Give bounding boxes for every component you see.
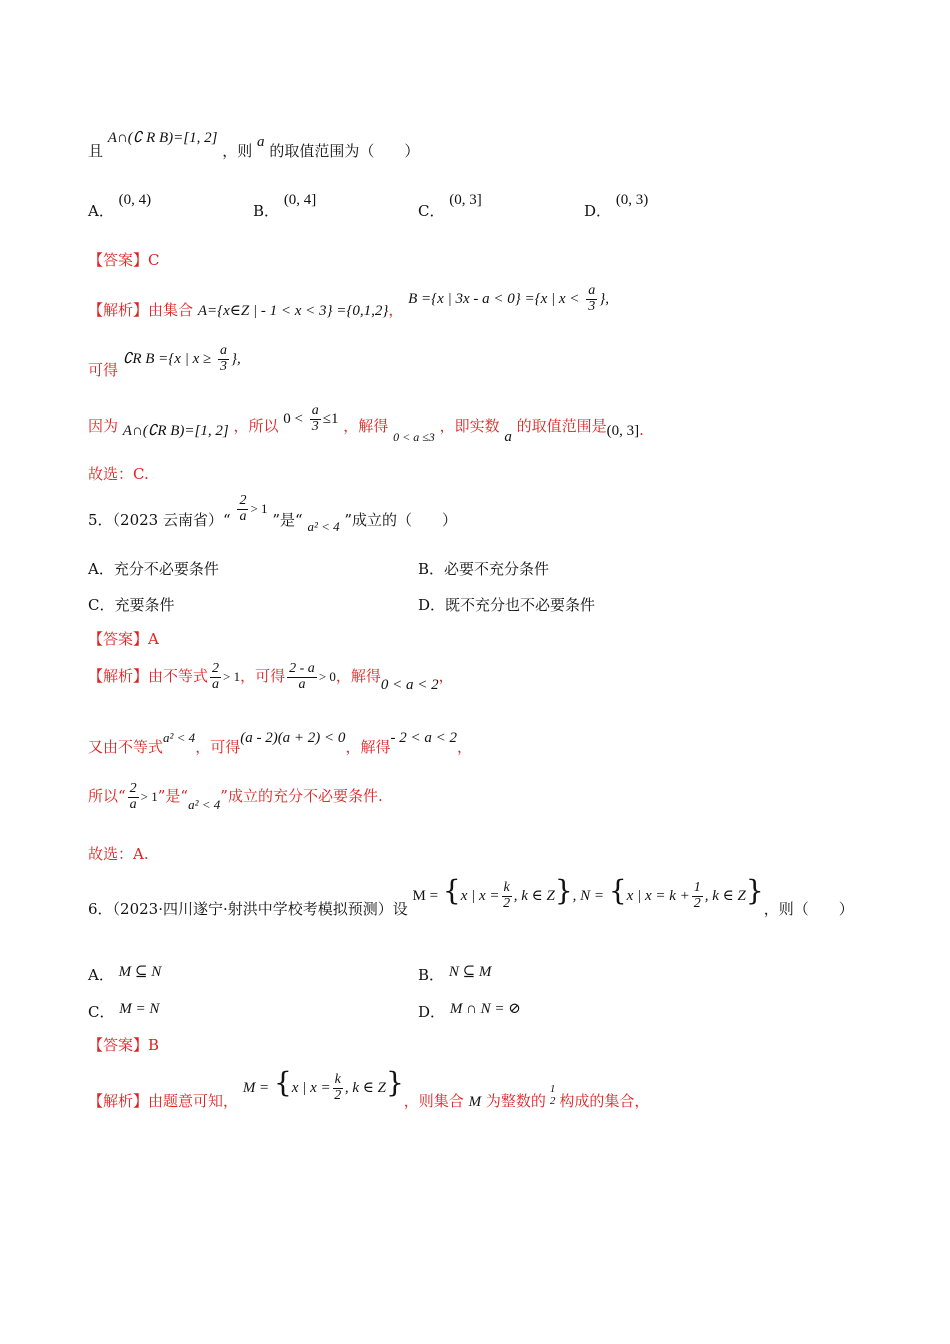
analysis-math: 0 <	[283, 411, 303, 428]
fraction-denominator: a	[298, 676, 306, 692]
q6-set-n-body: x | x = k +	[626, 888, 690, 904]
fraction-denominator: 3	[588, 298, 596, 314]
analysis-math: 0 < a < 2	[380, 677, 439, 694]
q6-number: 6．（2023·四川遂宁·射洪中学校考模拟预测）设	[88, 900, 408, 918]
option-value: 必要不充分条件	[444, 560, 550, 578]
q5-cond1: > 1	[250, 501, 268, 517]
option-label: A．	[88, 966, 114, 984]
analysis-math: (a - 2)(a + 2) < 0	[240, 730, 346, 746]
analysis-math: > 1	[223, 669, 241, 685]
analysis-text: 由集合	[148, 301, 194, 320]
option-label: B．	[253, 202, 280, 220]
fraction-numerator: a	[220, 343, 227, 358]
fraction	[692, 881, 703, 911]
fraction-denominator: 2	[503, 895, 511, 911]
q4-stem-prefix: 且	[88, 142, 104, 160]
analysis-text: ，所以	[233, 417, 279, 436]
option-label: D．	[584, 202, 612, 220]
option-value: (0, 3)	[615, 192, 649, 208]
q6-set-n-tail: , k ∈ Z	[704, 888, 746, 904]
analysis-text: ，解得	[343, 417, 389, 436]
fraction-numerator: a	[311, 403, 319, 418]
q5-end: ”成立的（ ）	[344, 511, 458, 530]
q4-conclusion: 故选：C.	[88, 465, 149, 483]
fraction-numerator: 2	[212, 661, 220, 676]
analysis-math: a² < 4	[188, 797, 221, 813]
right-brace: }	[745, 874, 764, 907]
analysis-math: 0 < a ≤3	[393, 430, 435, 445]
analysis-math: A={x∈Z | - 1 < x < 3} ={0,1,2}	[197, 303, 389, 320]
analysis-text: 为整数的	[485, 1092, 546, 1110]
analysis-text: ，解得	[345, 738, 391, 756]
q4-analysis-line-1	[88, 283, 609, 320]
analysis-math: B ={x | 3x - a < 0} ={x | x <	[408, 291, 580, 308]
option-value: (0, 3]	[449, 192, 482, 208]
q4-option-d	[584, 188, 649, 220]
fraction-denominator: a	[239, 508, 247, 524]
q6-set-m: M =	[412, 888, 439, 904]
q5-option-d	[418, 594, 595, 615]
option-label: C．	[88, 1003, 115, 1021]
q6-set-m-tail: , k ∈ Z	[513, 888, 555, 904]
analysis-text: ，可得	[240, 667, 286, 686]
q5-conclusion: 故选：A.	[88, 845, 149, 863]
left-brace: {	[273, 1066, 292, 1099]
analysis-math: x | x =	[291, 1080, 331, 1096]
fraction-numerator: 2	[239, 493, 247, 508]
q4-stem	[88, 130, 420, 160]
fraction	[210, 662, 221, 692]
fraction-numerator: k	[334, 1071, 341, 1087]
fraction	[218, 344, 229, 374]
q5-analysis-line-2	[88, 726, 472, 756]
analysis-tag: 【解析】	[88, 667, 149, 686]
q6-option-a	[88, 960, 162, 984]
analysis-var: a	[504, 429, 512, 446]
q6-answer: 【答案】B	[88, 1036, 160, 1054]
analysis-math: a² < 4	[163, 730, 196, 745]
fraction-denominator: a	[212, 676, 220, 692]
analysis-text: 可得	[88, 361, 119, 380]
analysis-math: },	[599, 291, 609, 308]
fraction	[287, 662, 317, 692]
fraction	[333, 1073, 343, 1103]
analysis-math: M =	[242, 1080, 270, 1096]
analysis-tag: 【解析】	[88, 1092, 149, 1110]
q5-cond2: a² < 4	[307, 519, 340, 535]
q5-analysis-line-1	[88, 662, 454, 692]
analysis-var: M	[468, 1094, 482, 1110]
q4-stem-mid: ，则	[222, 142, 253, 160]
analysis-math: - 2 < a < 2	[390, 730, 457, 746]
analysis-text: 的取值范围是	[516, 417, 607, 436]
q6-set-n: , N =	[572, 888, 605, 904]
analysis-text: 构成的集合，	[559, 1092, 650, 1110]
analysis-text: ，则集合	[403, 1092, 464, 1110]
analysis-math: ∁R B ={x | x ≥	[122, 351, 212, 368]
q5-option-b	[418, 558, 549, 579]
fraction-numerator: 2 - a	[289, 661, 315, 676]
q4-stem-suffix: 的取值范围为（ ）	[269, 142, 420, 160]
analysis-text: ”成立的充分不必要条件.	[220, 787, 383, 806]
left-brace: {	[608, 874, 627, 907]
analysis-math: ≤1	[322, 411, 339, 428]
option-value: (0, 4]	[283, 192, 317, 208]
q4-option-c	[418, 188, 482, 220]
option-label: A．	[88, 202, 114, 220]
q5-stem	[88, 493, 458, 535]
option-value: M ⊆ N	[118, 964, 162, 980]
option-label: C．	[418, 202, 445, 220]
fraction-numerator: k	[503, 879, 510, 895]
fraction-denominator: 3	[311, 418, 319, 434]
analysis-text: ，	[456, 738, 472, 756]
analysis-text: 因为	[88, 417, 119, 436]
fraction-denominator: 3	[220, 358, 227, 374]
option-value: M ∩ N = ⊘	[449, 1001, 521, 1017]
fraction	[502, 881, 512, 911]
q6-option-d	[418, 997, 521, 1021]
fraction	[128, 782, 139, 812]
analysis-text: 由题意可知，	[148, 1092, 239, 1110]
option-label: B．	[418, 560, 445, 578]
analysis-text: ，解得	[335, 667, 381, 686]
option-value: 既不充分也不必要条件	[445, 596, 596, 614]
q6-analysis-line-1	[88, 1066, 650, 1110]
q4-stem-math: A∩(∁ R B)=[1, 2]	[107, 130, 218, 146]
q5-analysis-line-3	[88, 782, 383, 812]
analysis-text: 由不等式	[148, 667, 209, 686]
fraction-denominator: 2	[334, 1087, 342, 1103]
q4-option-a	[88, 188, 152, 220]
analysis-text: ，	[388, 301, 404, 320]
analysis-math: A∩(∁R B)=[1, 2]	[122, 423, 229, 440]
q6-stem	[88, 874, 854, 918]
fraction	[548, 1084, 558, 1107]
option-label: B．	[418, 966, 445, 984]
analysis-math: , k ∈ Z	[344, 1080, 386, 1096]
q4-analysis-line-2	[88, 343, 241, 380]
fraction	[310, 404, 321, 434]
analysis-tag: 【解析】	[88, 301, 149, 320]
analysis-text: 又由不等式	[88, 738, 164, 756]
fraction-numerator: 1	[549, 1083, 556, 1096]
analysis-math: },	[231, 351, 241, 368]
q4-answer: 【答案】C	[88, 251, 160, 269]
analysis-text: .	[639, 421, 644, 440]
right-brace: }	[385, 1066, 404, 1099]
q6-option-b	[418, 960, 492, 984]
analysis-text: ”是“	[157, 787, 189, 806]
option-label: C．	[88, 596, 115, 614]
option-value: M = N	[119, 1001, 160, 1017]
fraction-denominator: 2	[549, 1095, 556, 1107]
option-label: A．	[88, 560, 114, 578]
option-value: (0, 4)	[118, 192, 152, 208]
analysis-text: ，	[438, 667, 454, 686]
fraction	[586, 284, 597, 314]
analysis-text: ，可得	[195, 738, 241, 756]
q6-end: ，则（ ）	[763, 900, 854, 918]
option-value: 充要条件	[114, 596, 175, 614]
q5-option-a	[88, 558, 219, 579]
left-brace: {	[442, 874, 461, 907]
option-label: D．	[418, 596, 446, 614]
analysis-math: > 1	[140, 789, 158, 805]
analysis-text: 所以“	[88, 787, 126, 806]
q4-option-b	[253, 188, 317, 220]
q5-number: 5．（2023 云南省）“	[88, 511, 231, 530]
right-brace: }	[554, 874, 573, 907]
fraction-denominator: a	[129, 796, 137, 812]
analysis-math: > 0	[318, 669, 336, 685]
q6-set-m-body: x | x =	[460, 888, 500, 904]
q5-mid: ”是“	[272, 511, 303, 530]
fraction-numerator: a	[588, 283, 596, 298]
option-value: 充分不必要条件	[113, 560, 219, 578]
fraction	[237, 494, 248, 524]
fraction-numerator: 1	[693, 879, 701, 895]
option-label: D．	[418, 1003, 446, 1021]
q4-stem-var: a	[257, 134, 265, 150]
analysis-math: (0, 3]	[606, 423, 640, 440]
analysis-text: ，即实数	[439, 417, 500, 436]
q5-answer: 【答案】A	[88, 630, 159, 648]
fraction-numerator: 2	[129, 781, 137, 796]
option-value: N ⊆ M	[448, 964, 492, 980]
q6-option-c	[88, 997, 160, 1021]
fraction-denominator: 2	[693, 895, 701, 911]
q5-option-c	[88, 594, 175, 615]
